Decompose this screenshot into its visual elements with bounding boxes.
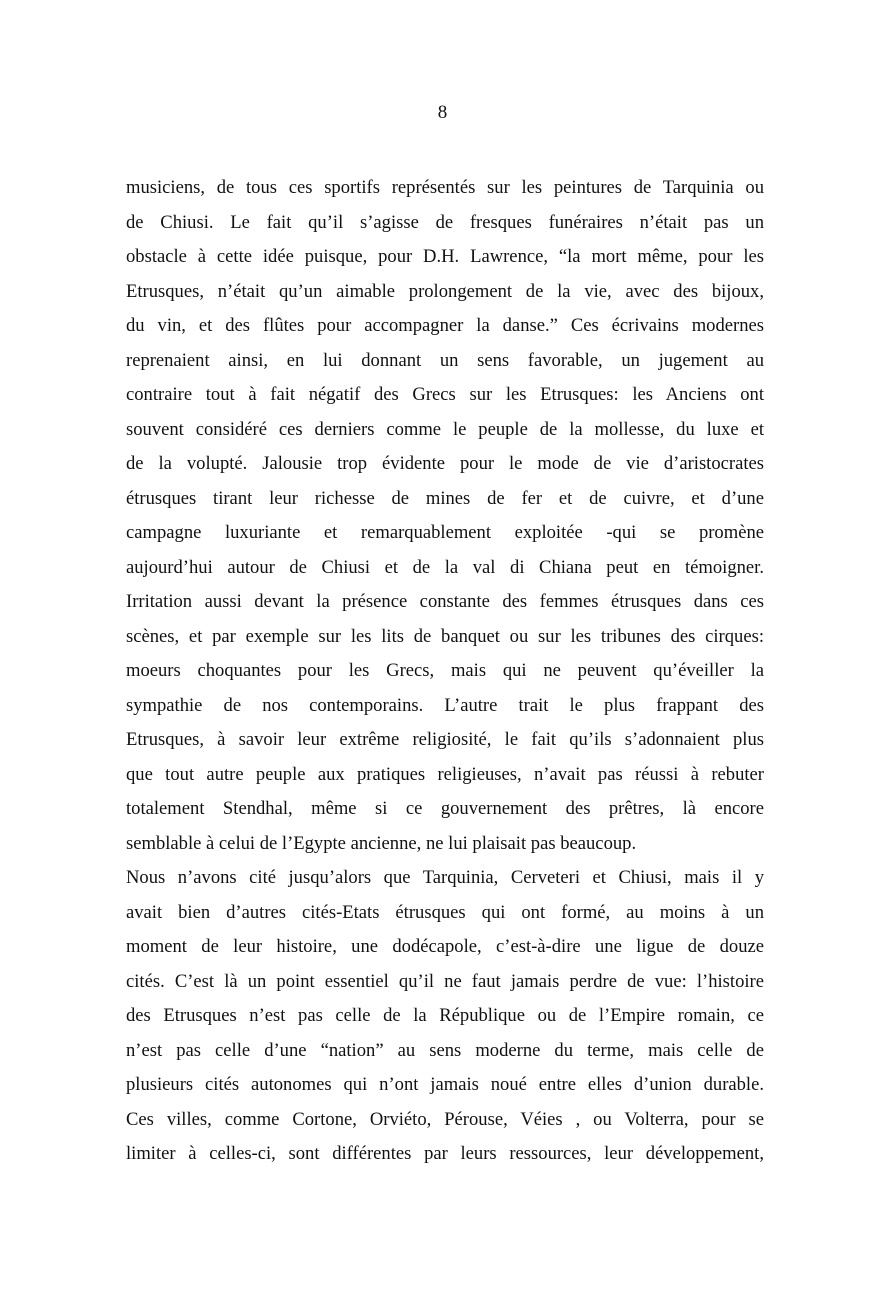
- text-line: n’est pas celle d’une “nation” au sens moderne du terme, mais celle de: [126, 1039, 764, 1061]
- text-line: Etrusques, n’était qu’un aimable prolongement de la vie, avec des bijoux,: [126, 280, 764, 302]
- text-line: Nous n’avons cité jusqu’alors que Tarquinia, Cerveteri et Chiusi, mais il y: [126, 867, 764, 888]
- text-line: des Etrusques n’est pas celle de la République ou de l’Empire romain, ce: [126, 1005, 764, 1026]
- text-line: limiter à celles-ci, sont différentes par leurs ressources, leur développement,: [126, 1143, 764, 1164]
- text-line: cités. C’est là un point essentiel qu’il ne faut jamais perdre de vue: l’histoire: [126, 970, 764, 992]
- text-line: de la volupté. Jalousie trop évidente pour le mode de vie d’aristocrates: [126, 453, 764, 474]
- page-number: 8: [437, 102, 448, 123]
- text-line: de Chiusi. Le fait qu’il s’agisse de fresques funéraires n’était pas un: [126, 211, 764, 233]
- text-line: scènes, et par exemple sur les lits de banquet ou sur les tribunes des cirques:: [126, 625, 764, 647]
- text-line: moment de leur histoire, une dodécapole, c’est-à-dire une ligue de douze: [126, 936, 764, 957]
- text-line: que tout autre peuple aux pratiques religieuses, n’avait pas réussi à rebuter: [126, 763, 764, 785]
- text-line: contraire tout à fait négatif des Grecs sur les Etrusques: les Anciens ont: [126, 384, 764, 405]
- text-line: Ces villes, comme Cortone, Orviéto, Pérouse, Véies , ou Volterra, pour se: [126, 1108, 764, 1130]
- text-line: campagne luxuriante et remarquablement exploitée -qui se promène: [126, 522, 764, 543]
- text-line: sympathie de nos contemporains. L’autre trait le plus frappant des: [126, 694, 764, 716]
- text-line: Etrusques, à savoir leur extrême religiosité, le fait qu’ils s’adonnaient plus: [126, 729, 764, 750]
- text-line: souvent considéré ces derniers comme le peuple de la mollesse, du luxe et: [126, 418, 764, 440]
- text-line: aujourd’hui autour de Chiusi et de la val di Chiana peut en témoigner.: [126, 556, 764, 578]
- text-line: Irritation aussi devant la présence constante des femmes étrusques dans ces: [126, 591, 764, 612]
- body-text: [126, 171, 764, 1172]
- text-line: obstacle à cette idée puisque, pour D.H. Lawrence, “la mort même, pour les: [126, 246, 764, 267]
- text-line: plusieurs cités autonomes qui n’ont jamais noué entre elles d’union durable.: [126, 1074, 764, 1095]
- text-line: du vin, et des flûtes pour accompagner la danse.” Ces écrivains modernes: [126, 315, 764, 336]
- text-line: semblable à celui de l’Egypte ancienne, ne lui plaisait pas beaucoup.: [126, 832, 637, 854]
- text-line: totalement Stendhal, même si ce gouvernement des prêtres, là encore: [126, 798, 764, 819]
- text-line: moeurs choquantes pour les Grecs, mais qui ne peuvent qu’éveiller la: [126, 660, 764, 681]
- text-line: musiciens, de tous ces sportifs représentés sur les peintures de Tarquinia ou: [126, 177, 764, 198]
- text-line: étrusques tirant leur richesse de mines de fer et de cuivre, et d’une: [126, 487, 764, 509]
- text-line: reprenaient ainsi, en lui donnant un sens favorable, un jugement au: [126, 349, 764, 371]
- text-line: avait bien d’autres cités-Etats étrusques qui ont formé, au moins à un: [126, 901, 764, 923]
